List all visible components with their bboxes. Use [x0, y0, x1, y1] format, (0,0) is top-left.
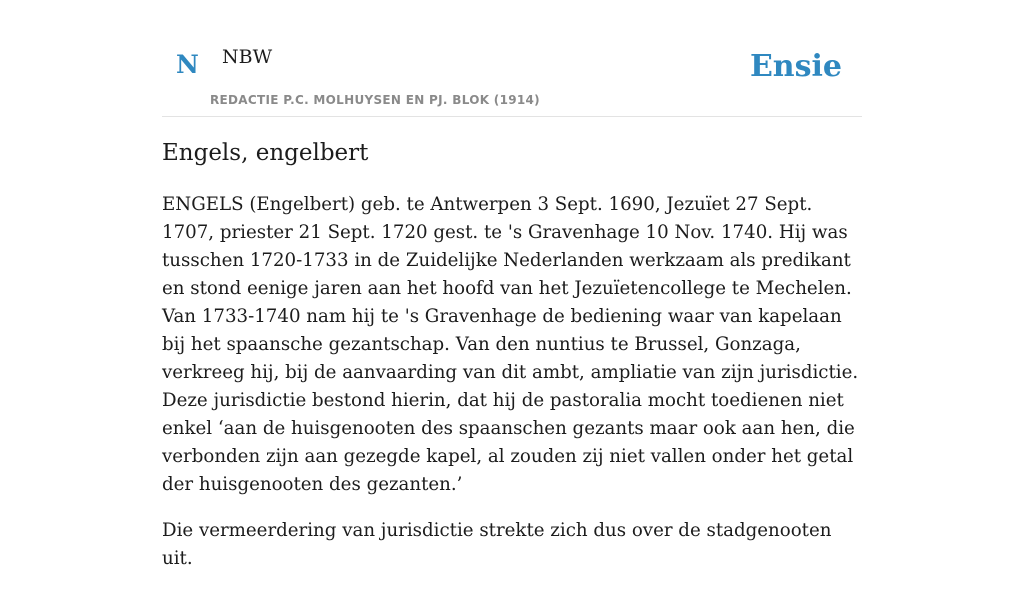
article-body	[162, 191, 862, 591]
article-title: Engels, engelbert	[162, 140, 369, 166]
brand-logo[interactable]: Ensie	[749, 49, 842, 84]
article-paragraph: ENGELS (Engelbert) geb. te Antwerpen 3 Sept. 1690, Jezuïet 27 Sept. 1707, priester 21 Sept. 1720 gest. te 's Gravenhage 10 Nov. 1740. Hij was tusschen 1720-1733 in de Zuidelijke Nederlanden werkzaam als predikant en stond eenige jaren aan het hoofd van het Jezuïetencollege te Mechelen. Van 1733-1740 nam hij te 's Gravenhage de bediening waar van kapelaan bij het spaansche gezantschap. Van den nuntius te Brussel, Gonzaga, verkreeg hij, bij de aanvaarding van dit ambt, ampliatie van zijn jurisdictie. Deze jurisdictie bestond hierin, dat hij de pastoralia mocht toedienen niet enkel ‘aan de huisgenooten des spaanschen gezants maar ook aan hen, die verbonden zijn aan gezegde kapel, al zouden zij niet vallen onder het getal der huisgenooten des gezanten.’	[162, 194, 859, 495]
article-paragraph: Die vermeerdering van jurisdictie strekte zich dus over de stadgenooten uit.	[162, 520, 832, 569]
source-subtitle: REDACTIE P.C. MOLHUYSEN EN PJ. BLOK (1914)	[210, 93, 540, 107]
source-title[interactable]: NBW	[222, 46, 273, 68]
source-logo[interactable]: N	[176, 50, 199, 79]
header	[162, 0, 862, 117]
